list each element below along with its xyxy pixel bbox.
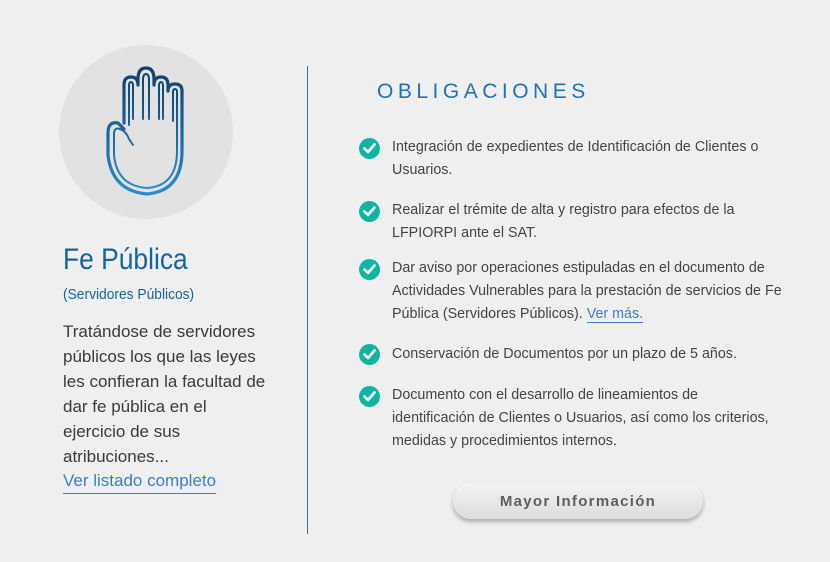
obligation-text: Integración de expedientes de Identificación de Clientes o Usuarios. <box>392 139 759 178</box>
vertical-divider <box>307 66 308 534</box>
obligation-item <box>392 136 782 182</box>
check-icon <box>359 138 380 159</box>
see-more-link[interactable]: Ver más. <box>586 306 644 322</box>
obligation-text: Realizar el trémite de alta y registro para efectos de la LFPIORPI ante el SAT. <box>392 202 735 241</box>
obligation-item <box>392 384 782 453</box>
service-panel <box>0 0 300 562</box>
page-subtitle: (Servidores Públicos) <box>63 286 195 303</box>
obligation-text: Dar aviso por operaciones estipuladas en el documento de Actividades Vulnerables para la prestación de servicios de Fe Pública (Servidores Públicos). <box>392 260 782 322</box>
check-icon <box>359 259 380 280</box>
obligation-item <box>392 257 782 326</box>
hand-icon <box>102 65 190 200</box>
obligation-text: Conservación de Documentos por un plazo de 5 años. <box>392 346 737 362</box>
obligation-item <box>392 343 782 366</box>
more-info-button[interactable]: Mayor Información <box>453 483 703 519</box>
obligations-title: OBLIGACIONES <box>377 80 590 103</box>
obligation-text: Documento con el desarrollo de lineamientos de identificación de Clientes o Usuarios, así como los criterios, medidas y procedimientos internos. <box>392 387 769 449</box>
description-text: Tratándose de servidores públicos los que las leyes les confieran la facultad de dar fe pública en el ejercicio de sus atribuciones... <box>63 322 266 466</box>
check-icon <box>359 201 380 222</box>
full-list-link[interactable]: Ver listado completo <box>63 471 216 494</box>
icon-circle <box>59 45 233 219</box>
page-title: Fe Pública <box>63 243 188 276</box>
check-icon <box>359 386 380 407</box>
check-icon <box>359 344 380 365</box>
obligation-item <box>392 199 782 245</box>
